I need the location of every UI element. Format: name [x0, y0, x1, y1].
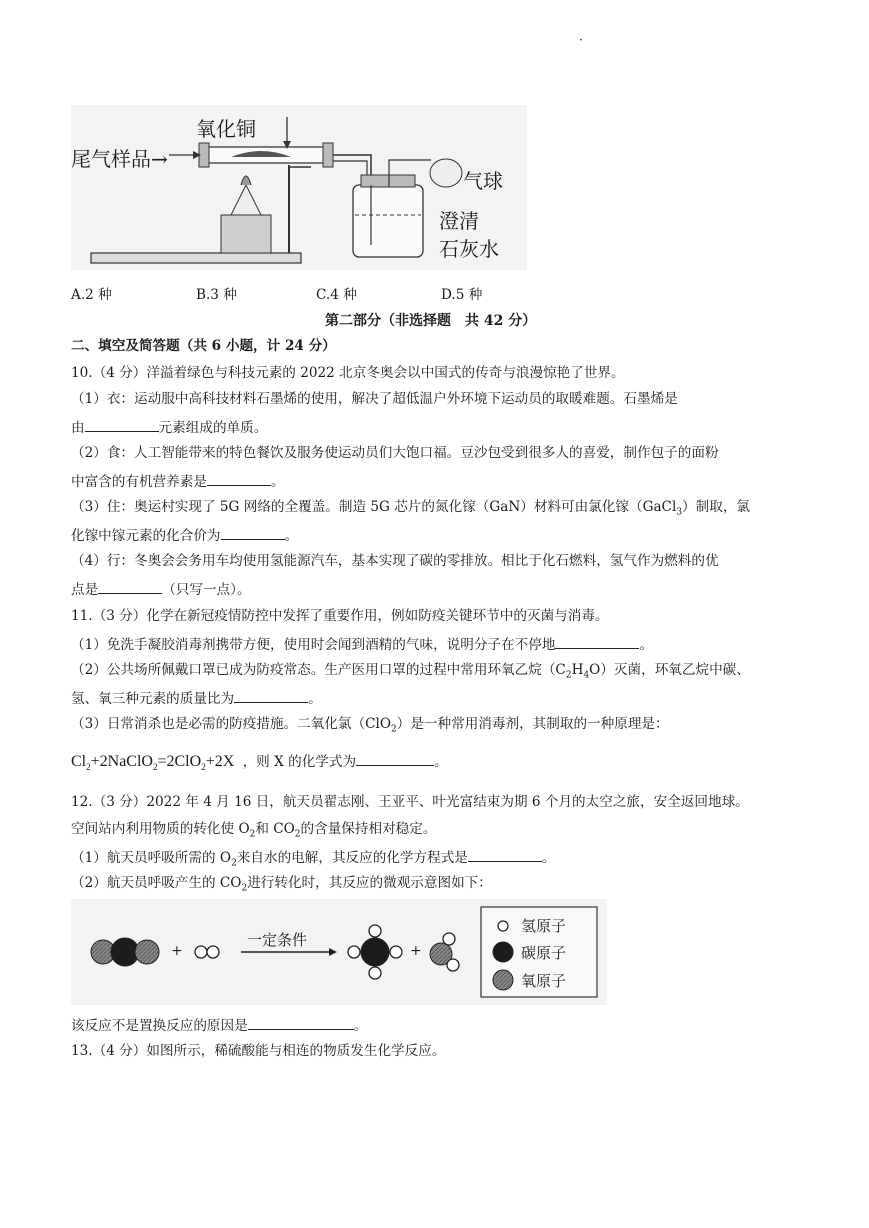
label-copper-oxide: 氧化铜	[196, 117, 256, 141]
subscript: 2	[201, 762, 206, 773]
q11-part2-line1	[71, 661, 750, 685]
q11-stem: 11.（3 分）化学在新冠疫情防控中发挥了重要作用，例如防疫关键环节中的灭菌与消毒。	[71, 608, 609, 624]
section-title: 二、填空及简答题（共 6 小题，计 24 分）	[71, 338, 336, 354]
option-a: A.2 种	[71, 287, 112, 303]
text: （1）免洗手凝胶消毒剂携带方便，使用时会闻到酒精的气味，说明分子在不停地	[71, 637, 556, 653]
text: 和 CO	[255, 821, 295, 837]
text: 由	[71, 420, 85, 436]
option-c: C.4 种	[316, 287, 357, 303]
q12-stem: 12.（3 分）2022 年 4 月 16 日，航天员翟志刚、王亚平、叶光富结束为期 6 个月的太空之旅，安全返回地球。	[71, 794, 749, 810]
q10-part1-line2	[71, 417, 267, 437]
label-sample: 尾气样品→	[71, 147, 168, 171]
q10-part2-line2	[71, 471, 285, 491]
answer-blank[interactable]	[207, 471, 271, 486]
plus-sign: +	[171, 943, 183, 959]
text: （只写一点）。	[162, 582, 251, 598]
subscript: 2	[231, 858, 237, 869]
subscript: 4	[583, 670, 590, 681]
text: 。	[353, 1018, 368, 1034]
text: O）灭菌，环氧乙烷中碳、	[589, 662, 750, 678]
text: 来自水的电解，其反应的化学方程式是	[236, 850, 468, 866]
q12-part2	[71, 874, 492, 898]
answer-blank[interactable]	[221, 525, 285, 540]
formula	[71, 753, 235, 773]
label-balloon: 气球	[463, 169, 503, 193]
q10-part2-line1: （2）食：人工智能带来的特色餐饮及服务使运动员们大饱口福。豆沙包受到很多人的喜爱，制作包子的面粉	[71, 445, 719, 461]
q11-formula-line	[71, 751, 448, 778]
q10-part4-line2	[71, 579, 251, 599]
text: 元素组成的单质。	[158, 420, 268, 436]
reaction-figure	[71, 899, 607, 1005]
answer-blank[interactable]	[468, 847, 542, 862]
subscript: 3	[676, 507, 683, 518]
q13-stem: 13.（4 分）如图所示，稀硫酸能与相连的物质发生化学反应。	[71, 1043, 446, 1059]
label-limewater-2: 石灰水	[439, 237, 499, 261]
text: 进行转化时，其反应的微观示意图如下：	[247, 875, 492, 891]
answer-blank[interactable]	[98, 579, 162, 594]
legend-oxygen: 氧原子	[521, 972, 567, 990]
apparatus-figure	[71, 105, 527, 270]
subscript: 2	[86, 762, 91, 773]
q10-part3-line1	[71, 498, 750, 522]
option-b: B.3 种	[196, 287, 237, 303]
text: （3）住：奥运村实现了 5G 网络的全覆盖。制造 5G 芯片的氮化镓（GaN）材料可由氯化镓（GaCl	[71, 499, 677, 515]
text: （3）日常消杀也是必需的防疫措施。二氧化氯（ClO	[71, 716, 392, 732]
answer-blank[interactable]	[555, 634, 639, 649]
text: 的含量保持相对稳定。	[300, 821, 437, 837]
text: 。	[541, 850, 556, 866]
q11-part1	[71, 634, 653, 654]
label-limewater-1: 澄清	[439, 209, 479, 233]
q10-part1-line1: （1）衣：运动服中高科技材料石墨烯的使用，解决了超低温户外环境下运动员的取暖难题。石墨烯是	[71, 391, 678, 407]
text: H	[571, 662, 584, 678]
q11-part3	[71, 715, 669, 739]
part-title: 第二部分（非选择题 共 42 分）	[325, 313, 537, 329]
subscript: 2	[565, 670, 572, 681]
subscript: 2	[241, 883, 248, 894]
text: ）是一种常用消毒剂，其制取的一种原理是：	[396, 716, 669, 732]
text: （1）航天员呼吸所需的 O	[71, 850, 232, 866]
text: 。	[308, 691, 322, 707]
reaction-condition: 一定条件	[247, 931, 308, 949]
subscript: 2	[249, 829, 256, 840]
q11-part2-line2	[71, 688, 322, 708]
text: =2ClO	[157, 753, 202, 770]
q12-line2	[71, 820, 436, 844]
text: （2）公共场所佩戴口罩已成为防疫常态。生产医用口罩的过程中常用环氧乙烷（C	[71, 662, 566, 678]
subscript: 2	[152, 762, 158, 773]
plus-sign: +	[410, 943, 422, 959]
q10-part3-line2	[71, 525, 298, 545]
text: ，则 X 的化学式为	[242, 754, 357, 770]
answer-blank[interactable]	[85, 417, 159, 432]
text: 中富含的有机营养素是	[71, 474, 207, 490]
text: 空间站内利用物质的转化使 O	[71, 821, 250, 837]
text: Cl	[71, 753, 87, 770]
q10-stem: 10.（4 分）洋溢着绿色与科技元素的 2022 北京冬奥会以中国式的传奇与浪漫惊艳了世界。	[71, 365, 625, 381]
subscript: 2	[294, 829, 301, 840]
q12-after-figure	[71, 1015, 367, 1035]
text: 。	[434, 754, 448, 770]
text: +2NaClO	[90, 753, 153, 770]
answer-blank[interactable]	[234, 688, 308, 703]
q12-part1	[71, 847, 555, 873]
answer-blank[interactable]	[356, 751, 434, 766]
answer-blank[interactable]	[248, 1015, 354, 1030]
option-d: D.5 种	[441, 287, 483, 303]
subscript: 2	[391, 724, 397, 735]
text: 该反应不是置换反应的原因是	[71, 1018, 248, 1034]
text: 点是	[71, 582, 99, 598]
text: 氢、氧三种元素的质量比为	[71, 691, 235, 707]
text: +2X	[205, 753, 235, 770]
q10-part4-line1: （4）行：冬奥会会务用车均使用氢能源汽车，基本实现了碳的零排放。相比于化石燃料，氢气作为燃料的优	[71, 553, 719, 569]
text: 。	[639, 637, 654, 653]
text: 。	[284, 528, 299, 544]
legend-hydrogen: 氢原子	[521, 917, 567, 935]
text: 。	[270, 474, 285, 490]
page-mark: ·	[579, 33, 583, 47]
text: （2）航天员呼吸产生的 CO	[71, 875, 242, 891]
text: ）制取，氯	[682, 499, 751, 515]
text: 化镓中镓元素的化合价为	[71, 528, 221, 544]
legend-carbon: 碳原子	[521, 944, 567, 962]
